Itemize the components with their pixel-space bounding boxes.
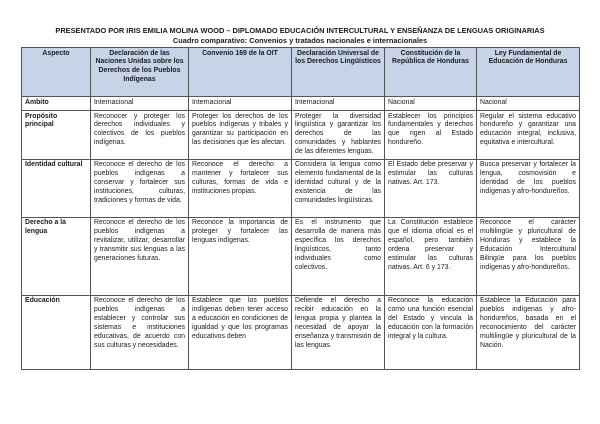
- header-cell-undrip: Declaración de las Naciones Unidas sobre los Derechos de los Pueblos Indígenas: [91, 48, 189, 97]
- table-cell: Reconoce el carácter multilingüe y pluricultural de Honduras y establece la Educación Intercultural Bilingüe para los pueblos indígenas y afro-hondureños.: [477, 217, 580, 295]
- row-aspect-cell: Educación: [22, 295, 91, 369]
- document-header-line2: Cuadro comparativo: Convenios y tratados nacionales e internacionales: [172, 36, 428, 45]
- table-row: [22, 159, 580, 217]
- table-cell: Reconoce la educación como una función esencial del Estado y vincula la educación con la formación integral y la cultura.: [385, 295, 477, 369]
- table-row: [22, 217, 580, 295]
- comparison-table: [21, 47, 580, 370]
- table-cell: Establece que los pueblos indígenas deben tener acceso a educación en condiciones de igualdad y que los programas educativos deben: [189, 295, 292, 369]
- table-cell: Nacional: [477, 97, 580, 111]
- table-header-row: [22, 48, 580, 97]
- row-aspect-cell: Ámbito: [22, 97, 91, 111]
- table-cell: Reconoce el derecho a mantener y fortalecer sus culturas, formas de vida e instituciones propias.: [189, 159, 292, 217]
- table-row: [22, 295, 580, 369]
- header-cell-constitution: Constitución de la República de Honduras: [385, 48, 477, 97]
- table-cell: Considera la lengua como elemento fundamental de la identidad cultural y de la existencia de las comunidades lingüísticas.: [292, 159, 385, 217]
- table-cell: Internacional: [292, 97, 385, 111]
- table-cell: Nacional: [385, 97, 477, 111]
- table-cell: Reconoce el derecho de los pueblos indígenas a conservar y fortalecer sus instituciones, culturas, tradiciones y formas de vida.: [91, 159, 189, 217]
- table-cell: Es el instrumento que desarrolla de manera más específica los derechos lingüísticos, tanto individuales como colectivos.: [292, 217, 385, 295]
- header-cell-education-law: Ley Fundamental de Educación de Honduras: [477, 48, 580, 97]
- table-cell: Reconoce el derecho de los pueblos indígenas a establecer y controlar sus sistemas e instituciones educativas, de acuerdo con sus culturas y necesidades.: [91, 295, 189, 369]
- table-cell: Internacional: [189, 97, 292, 111]
- table-cell: Proteger los derechos de los pueblos indígenas y tribales y garantizar su participación en las decisiones que les afectan.: [189, 111, 292, 160]
- table-cell: Establece la Educación para pueblos indígenas y afro-hondureños, basada en el reconocimiento del carácter multilingüe y pluricultural de la Nación.: [477, 295, 580, 369]
- table-cell: Defiende el derecho a recibir educación en la lengua propia y plantea la necesidad de apoyar la enseñanza y transmisión de las lenguas.: [292, 295, 385, 369]
- table-cell: Reconoce la importancia de proteger y fortalecer las lenguas indígenas.: [189, 217, 292, 295]
- table-cell: El Estado debe preservar y estimular las culturas nativas. Art. 173.: [385, 159, 477, 217]
- table-cell: Proteger la diversidad lingüística y garantizar los derechos de las comunidades y hablantes de las diferentes lenguas.: [292, 111, 385, 160]
- table-cell: La Constitución establece que el idioma oficial es el español, pero también ordena preservar y estimular las culturas nativas. Art. 6 y 173.: [385, 217, 477, 295]
- table-row: [22, 111, 580, 160]
- header-cell-oit-169: Convenio 169 de la OIT: [189, 48, 292, 97]
- table-cell: Reconoce el derecho de los pueblos indígenas a revitalizar, utilizar, desarrollar y transmitir sus lenguas a las generaciones futuras.: [91, 217, 189, 295]
- table-cell: Establecer los principios fundamentales y derechos que rigen al Estado hondureño.: [385, 111, 477, 160]
- table-cell: Busca preservar y fortalecer la lengua, cosmovisión e identidad de los pueblos indígenas y afro-hondureños.: [477, 159, 580, 217]
- document-header-line1: PRESENTADO POR IRIS EMILIA MOLINA WOOD – DIPLOMADO EDUCACIÓN INTERCULTURAL Y ENSEÑANZA DE LENGUAS ORIGINARIAS: [55, 26, 545, 35]
- table-cell: Reconocer y proteger los derechos individuales y colectivos de los pueblos indígenas.: [91, 111, 189, 160]
- row-aspect-cell: Derecho a la lengua: [22, 217, 91, 295]
- row-aspect-cell: Identidad cultural: [22, 159, 91, 217]
- header-cell-aspect: Aspecto: [22, 48, 91, 97]
- table-cell: Regular el sistema educativo hondureño y garantizar una educación integral, inclusiva, equitativa e intercultural.: [477, 111, 580, 160]
- table-row: [22, 97, 580, 111]
- header-cell-linguistic-rights: Declaración Universal de los Derechos Lingüísticos: [292, 48, 385, 97]
- table-cell: Internacional: [91, 97, 189, 111]
- row-aspect-cell: Propósito principal: [22, 111, 91, 160]
